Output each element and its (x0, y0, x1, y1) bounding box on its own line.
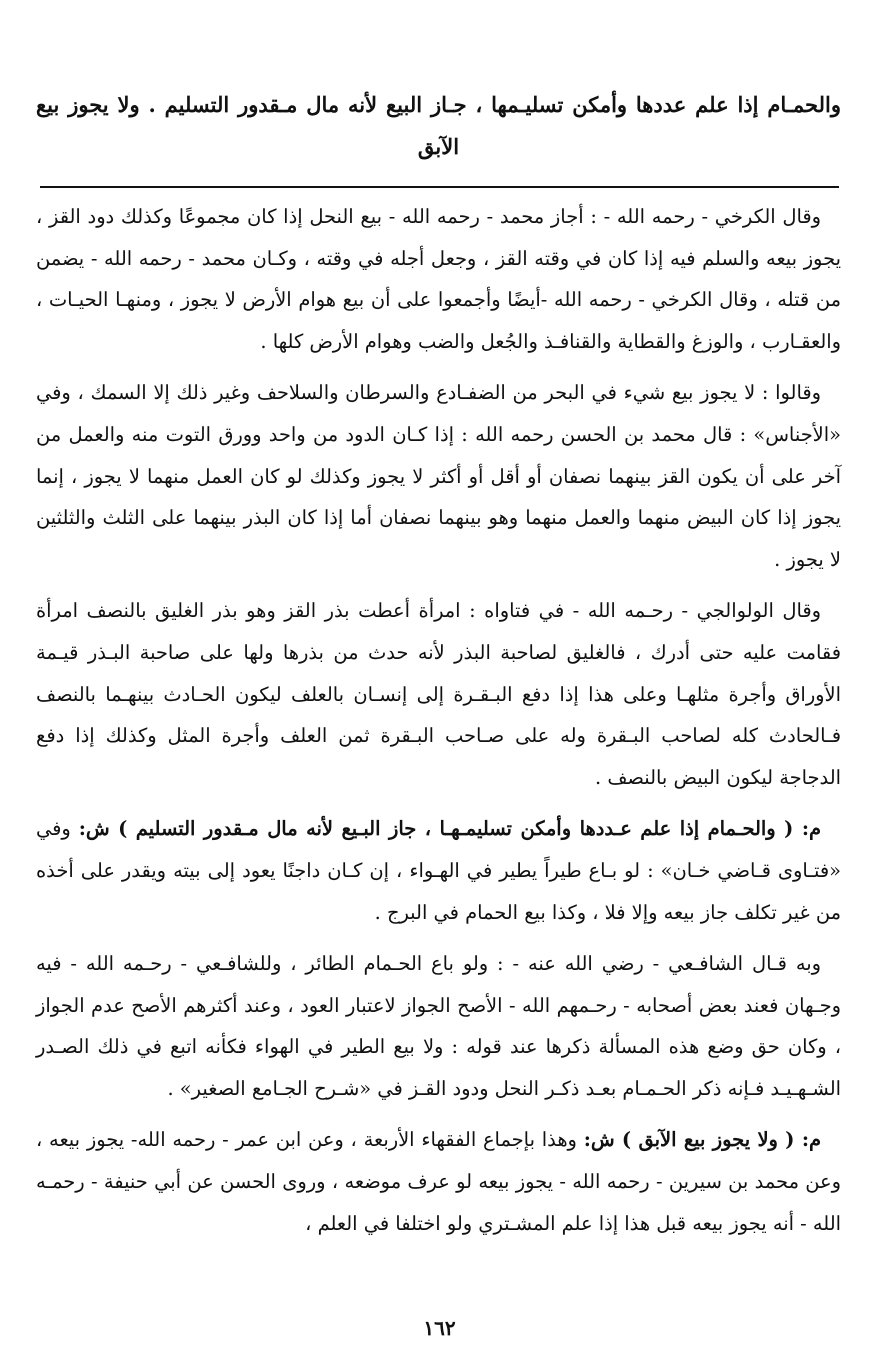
paragraph-text: وهذا بإجماع الفقهاء الأربعة ، وعن ابن عمر - رحمه الله- يجوز بيعه ، وعن محمد بن سيرين - رحمه الله - يجوز بيعه لو عرف موضعه ، وروى الحسن عن أبي حنيفة - رحمـه الله - أنه يجوز بيعه قبل هذا إذا علم المشـتري ولو اختلفا في العلم ، (36, 1128, 841, 1235)
paragraph-text: وقال الكرخي - رحمه الله - : أجاز محمد - رحمه الله - بيع النحل إذا كان مجموعًا وكذلك دود القز ، يجوز بيعه والسلم فيه إذا كان في وقته القز ، وجعل أجله في وقته ، وكـان محمد - رحمه الله - يضمن من قتله ، وقال الكرخي - رحمه الله -أيضًا وأجمعوا على أن بيع هوام الأرض لا يجوز ، ومنهـا الحيـات ، والعقـارب ، والوزغ والقطاية والقنافـذ والجُعل والضب وهوام الأرض كلها . (36, 205, 841, 353)
paragraph (36, 196, 841, 362)
paragraph (36, 808, 841, 933)
commentary-body (36, 196, 841, 1254)
paragraph-text: وقالوا : لا يجوز بيع شيء في البحر من الضفـادع والسرطان والسلاحف وغير ذلك إلا السمك ، وفي «الأجناس» : قال محمد بن الحسن رحمه الله : إذا كـان الدود من واحد وورق التوت منه والعمل من آخر على أن يكون القز بينهما نصفان أو أقل أو أكثر لا يجوز وكذلك لو كان العمل منهما لا يجوز ، إنما يجوز إذا كان البيض منهما والعمل منهما وهو بينهما نصفان أما إذا كان البذر بينهما على الثلث والثلثين لا يجوز . (36, 381, 841, 571)
paragraph (36, 372, 841, 580)
paragraph-lead: م: ( ولا يجوز بيع الآبق ) ش: (583, 1128, 821, 1152)
paragraph-lead: م: ( والحـمام إذا علم عـددها وأمكن تسليمـهـا ، جاز البـيع لأنه مال مـقدور التسليم ) ش: (78, 817, 821, 841)
page-number: ١٦٢ (423, 1316, 456, 1340)
paragraph-text: وفي «فتـاوى قـاضي خـان» : لو بـاع طيراً يطير في الهـواء ، إن كـان داجنًا يعود إلى بيته ويقدر على أخذه من غير تكلف جاز بيعه وإلا فلا ، وكذا بيع الحمام في البرج . (36, 817, 841, 924)
paragraph (36, 1119, 841, 1244)
paragraph (36, 943, 841, 1109)
separator-rule (40, 186, 839, 188)
paragraph-text: وبه قـال الشافـعي - رضي الله عنه - : ولو باع الحـمام الطائر ، وللشافـعي - رحـمه الله - فيه وجـهان فعند بعض أصحابه - رحـمهم الله - الأصح الجواز لاعتبار العود ، وعند أكثرهم الأصح عدم الجواز ، وكان حق وضع هذه المسألة ذكرها عند قوله : ولا بيع الطير في الهواء فكأنه اتبع في ذلك الصـدر الشـهـيـد فـإنه ذكر الحـمـام بعـد ذكـر النحل ودود القـز في «شـرح الجـامع الصغير» . (36, 952, 841, 1100)
paragraph (36, 590, 841, 798)
matn-heading: والحمـام إذا علم عددها وأمكن تسليـمها ، جـاز البيع لأنه مال مـقدور التسليم . ولا يجوز بيع الآبق (36, 92, 841, 159)
paragraph-text: وقال الولوالجي - رحـمه الله - في فتاواه : امرأة أعطت بذر القز وهو بذر الغليق بالنصف امرأة فقامت عليه حتى أدرك ، فالغليق لصاحبة البذر لأنه حدث من بذرها ولها على صاحبة البـذر قيـمة الأوراق وأجرة مثلهـا وعلى هذا إذا دفع البـقـرة إلى إنسـان بالعلف ليكون الحـادث بينهـما بالنصف فـالحادث كله لصاحب البـقرة وله على صـاحب البـقرة ثمن العلف وأجرة المثل وكذلك إذا دفع الدجاجة ليكون البيض بالنصف . (36, 599, 841, 789)
